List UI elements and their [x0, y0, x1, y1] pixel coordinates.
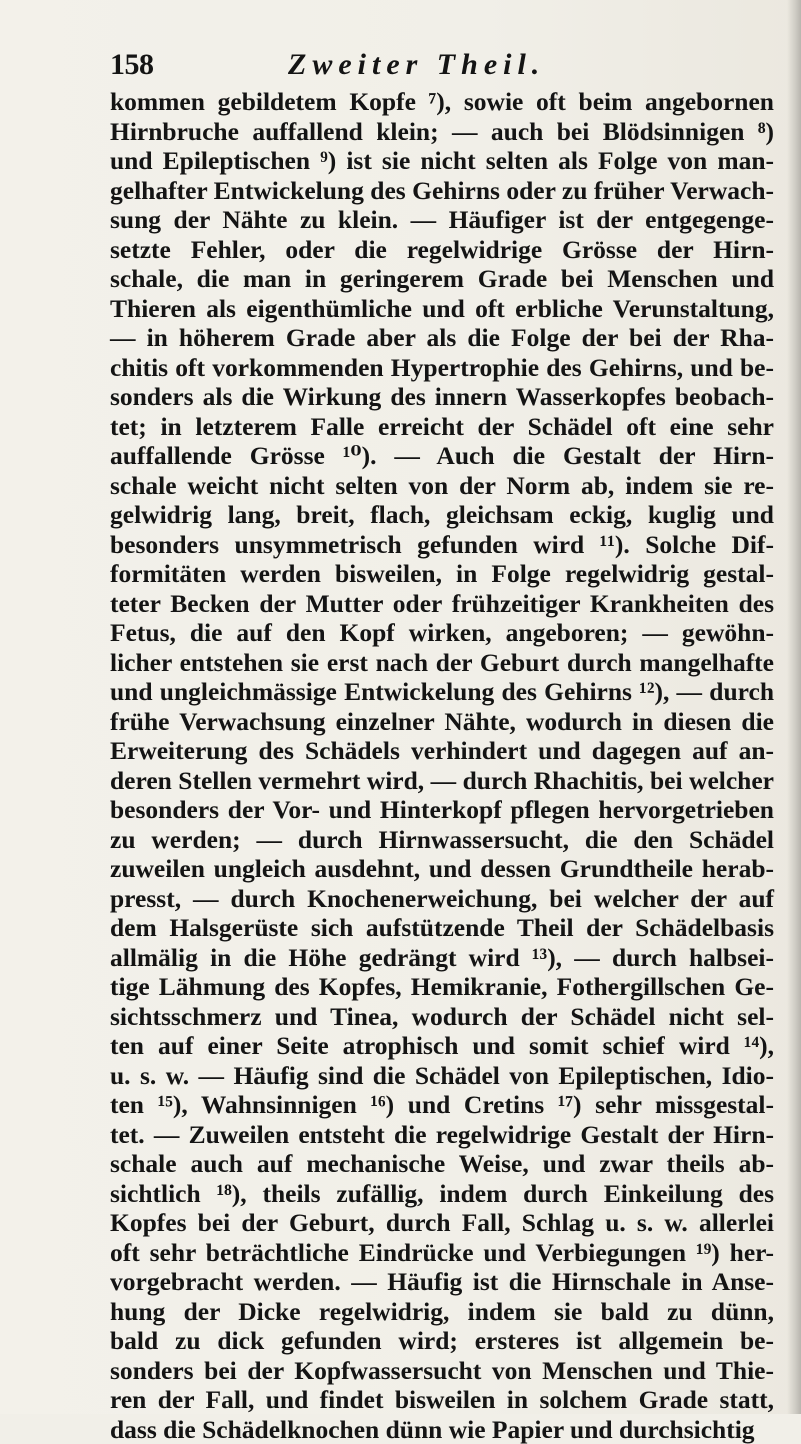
- text-line: deren Stellen vermehrt wird, — durch Rhachitis, bei welcher: [110, 766, 774, 796]
- text-line: besonders unsymmetrisch gefunden wird ¹¹). Solche Dif-: [110, 530, 774, 560]
- body-text: [110, 87, 774, 1444]
- text-line: tet. — Zuweilen entsteht die regelwidrige Gestalt der Hirn-: [110, 1120, 774, 1150]
- text-line: ten auf einer Seite atrophisch und somit schief wird ¹⁴),: [110, 1031, 774, 1061]
- text-line: u. s. w. — Häufig sind die Schädel von Epileptischen, Idio-: [110, 1061, 774, 1091]
- text-line: frühe Verwachsung einzelner Nähte, wodurch in diesen die: [110, 707, 774, 737]
- text-line: hung der Dicke regelwidrig, indem sie bald zu dünn,: [110, 1297, 774, 1327]
- text-line: dem Halsgerüste sich aufstützende Theil der Schädelbasis: [110, 913, 774, 943]
- text-line: gelwidrig lang, breit, flach, gleichsam eckig, kuglig und: [110, 500, 774, 530]
- text-line: bald zu dick gefunden wird; ersteres ist allgemein be-: [110, 1326, 774, 1356]
- text-line: Thieren als eigenthümliche und oft erbliche Verunstaltung,: [110, 294, 774, 324]
- text-line: setzte Fehler, oder die regelwidrige Grösse der Hirn-: [110, 235, 774, 265]
- text-line: zu werden; — durch Hirnwassersucht, die den Schädel: [110, 825, 774, 855]
- text-line: schale auch auf mechanische Weise, und zwar theils ab-: [110, 1149, 774, 1179]
- running-title: Zweiter Theil.: [288, 48, 545, 82]
- text-line: auffallende Grösse ¹⁰). — Auch die Gestalt der Hirn-: [110, 441, 774, 471]
- text-line: licher entstehen sie erst nach der Geburt durch mangelhafte: [110, 648, 774, 678]
- text-line: — in höherem Grade aber als die Folge der bei der Rha-: [110, 323, 774, 353]
- text-line: Erweiterung des Schädels verhindert und dagegen auf an-: [110, 736, 774, 766]
- text-line: tige Lähmung des Kopfes, Hemikranie, Fothergillschen Ge-: [110, 972, 774, 1002]
- text-line: und Epileptischen ⁹) ist sie nicht selten als Folge von man-: [110, 146, 774, 176]
- page-header: [110, 48, 770, 88]
- text-line: vorgebracht werden. — Häufig ist die Hirnschale in Anse-: [110, 1267, 774, 1297]
- text-line: formitäten werden bisweilen, in Folge regelwidrig gestal-: [110, 559, 774, 589]
- text-line: sichtsschmerz und Tinea, wodurch der Schädel nicht sel-: [110, 1002, 774, 1032]
- text-line: sonders als die Wirkung des innern Wasserkopfes beobach-: [110, 382, 774, 412]
- text-line: Kopfes bei der Geburt, durch Fall, Schlag u. s. w. allerlei: [110, 1208, 774, 1238]
- text-line: zuweilen ungleich ausdehnt, und dessen Grundtheile herab-: [110, 854, 774, 884]
- text-line: sonders bei der Kopfwassersucht von Menschen und Thie-: [110, 1356, 774, 1386]
- text-line: Hirnbruche auffallend klein; — auch bei Blödsinnigen ⁸): [110, 117, 774, 147]
- text-line: gelhafter Entwickelung des Gehirns oder zu früher Verwach-: [110, 176, 774, 206]
- text-line: schale, die man in geringerem Grade bei Menschen und: [110, 264, 774, 294]
- text-line: allmälig in die Höhe gedrängt wird ¹³), — durch halbsei-: [110, 943, 774, 973]
- text-line: sung der Nähte zu klein. — Häufiger ist der entgegenge-: [110, 205, 774, 235]
- text-line: tet; in letzterem Falle erreicht der Schädel oft eine sehr: [110, 412, 774, 442]
- page-edge-shadow: [787, 0, 801, 1414]
- text-line: kommen gebildetem Kopfe ⁷), sowie oft beim angebornen: [110, 87, 774, 117]
- text-line: presst, — durch Knochenerweichung, bei welcher der auf: [110, 884, 774, 914]
- page-number: 158: [110, 48, 154, 82]
- text-line: schale weicht nicht selten von der Norm ab, indem sie re-: [110, 471, 774, 501]
- text-line: ten ¹⁵), Wahnsinnigen ¹⁶) und Cretins ¹⁷) sehr missgestal-: [110, 1090, 774, 1120]
- text-line: und ungleichmässige Entwickelung des Gehirns ¹²), — durch: [110, 677, 774, 707]
- text-line: dass die Schädelknochen dünn wie Papier und durchsichtig: [110, 1415, 774, 1444]
- text-line: Fetus, die auf den Kopf wirken, angeboren; — gewöhn-: [110, 618, 774, 648]
- text-line: chitis oft vorkommenden Hypertrophie des Gehirns, und be-: [110, 353, 774, 383]
- text-line: sichtlich ¹⁸), theils zufällig, indem durch Einkeilung des: [110, 1179, 774, 1209]
- text-line: oft sehr beträchtliche Eindrücke und Verbiegungen ¹⁹) her-: [110, 1238, 774, 1268]
- text-line: ren der Fall, und findet bisweilen in solchem Grade statt,: [110, 1385, 774, 1415]
- text-line: besonders der Vor- und Hinterkopf pflegen hervorgetrieben: [110, 795, 774, 825]
- text-line: teter Becken der Mutter oder frühzeitiger Krankheiten des: [110, 589, 774, 619]
